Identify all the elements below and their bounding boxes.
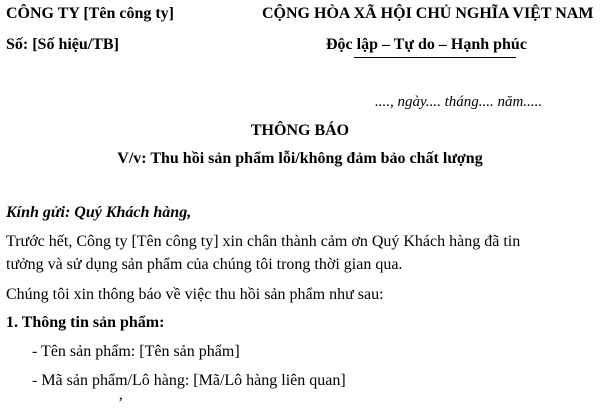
document-number: Số: [Số hiệu/TB] (6, 36, 119, 53)
bullet-product-name: - Tên sản phẩm: [Tên sản phẩm] (32, 343, 240, 360)
company-name: CÔNG TY [Tên công ty] (6, 5, 174, 22)
paragraph-thanks-line-2: tưởng và sử dụng sản phẩm của chúng tôi trong thời gian qua. (6, 256, 403, 273)
motto-underline (354, 57, 516, 58)
bullet-product-code: - Mã sản phẩm/Lô hàng: [Mã/Lô hàng liên quan] (32, 372, 346, 389)
greeting: Kính gửi: Quý Khách hàng, (6, 204, 192, 221)
national-motto: Độc lập – Tự do – Hạnh phúc (326, 36, 527, 53)
notice-subject: V/v: Thu hồi sản phẩm lỗi/không đảm bảo chất lượng (117, 150, 483, 167)
place-date-line: ...., ngày.... tháng.... năm..... (375, 94, 543, 110)
section-heading-product-info: 1. Thông tin sản phẩm: (6, 314, 165, 331)
paragraph-announcement: Chúng tôi xin thông báo về việc thu hồi sản phẩm như sau: (6, 286, 384, 303)
national-title: CỘNG HÒA XÃ HỘI CHỦ NGHĨA VIỆT NAM (262, 5, 594, 22)
cutoff-text-fragment: ’ (118, 395, 124, 412)
notice-title: THÔNG BÁO (250, 122, 350, 139)
paragraph-thanks-line-1: Trước hết, Công ty [Tên công ty] xin chân thành cảm ơn Quý Khách hàng đã tin (6, 233, 521, 250)
